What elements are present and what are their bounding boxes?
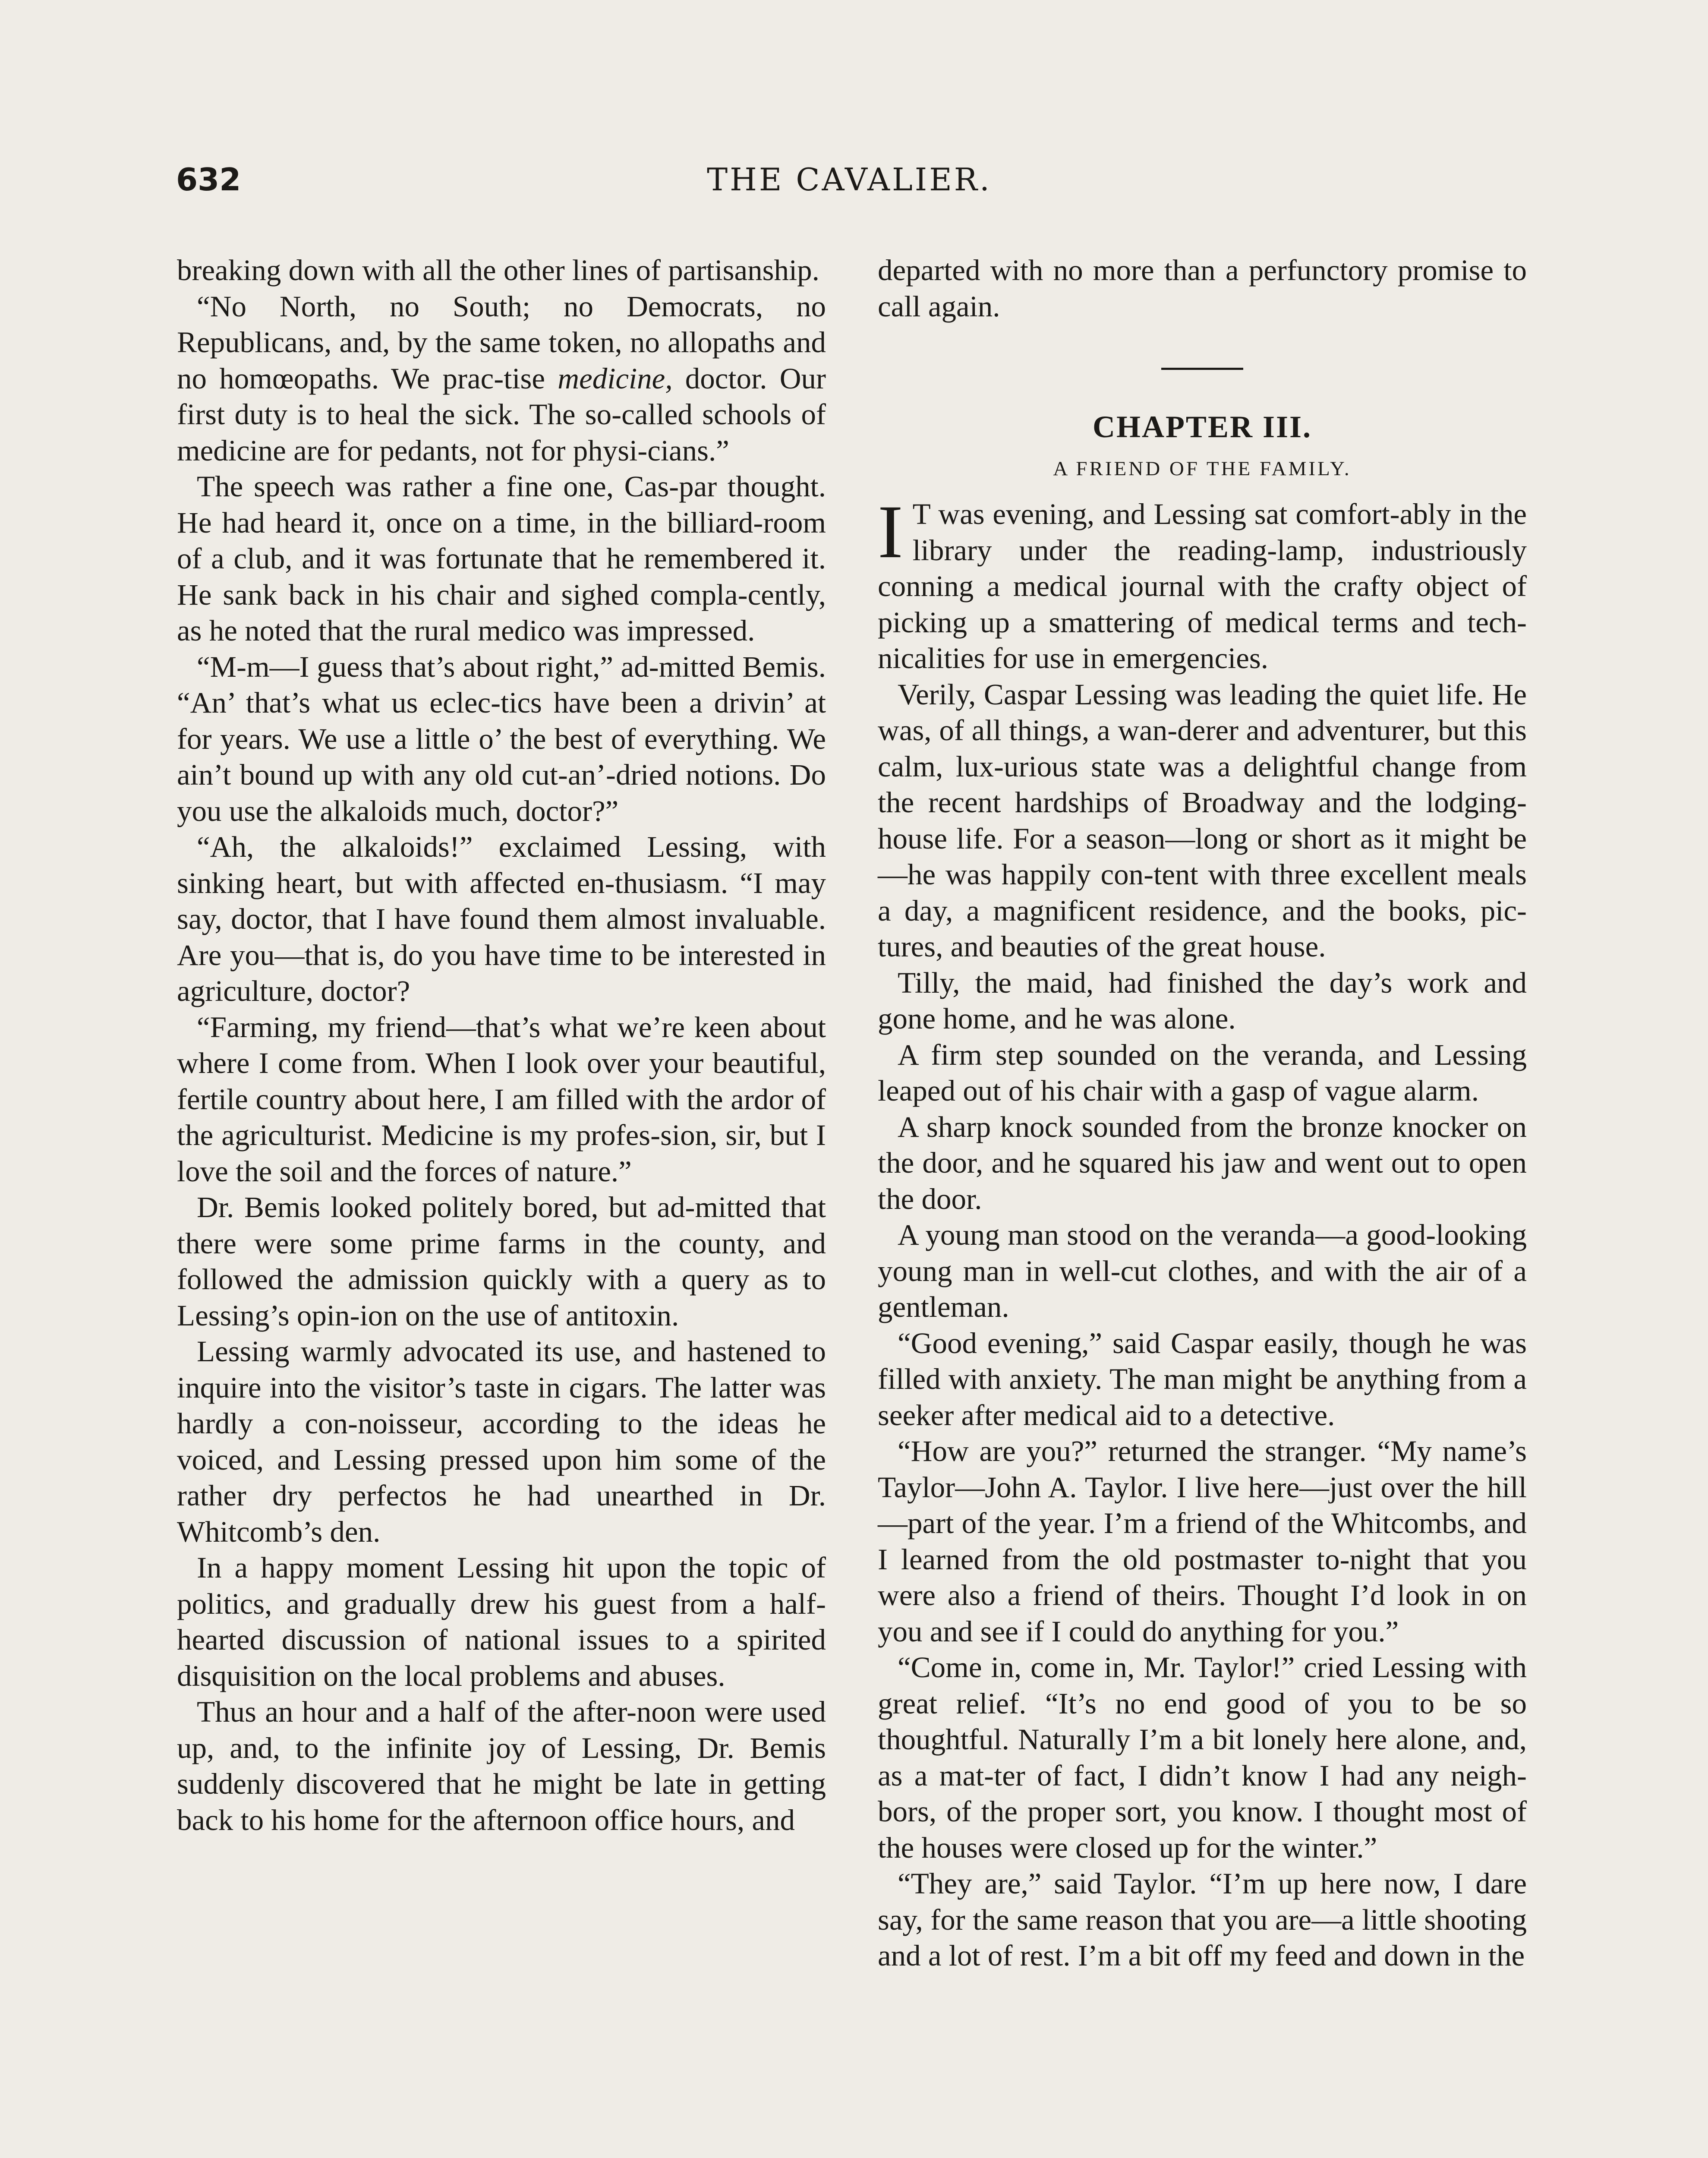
- right-column: [878, 252, 1527, 1974]
- paragraph-text: “No North, no South; no Democrats, no Republicans, and, by the same token, no allopaths and no homœopaths. We prac-tise: [177, 290, 826, 395]
- running-head: THE CAVALIER.: [707, 161, 992, 198]
- paragraph: Lessing warmly advocated its use, and hastened to inquire into the visitor’s taste in cigars. The latter was hardly a con-noisseur, according to the ideas he voiced, and Lessing pressed upon him some of the rather dry perfectos he had unearthed in Dr. Whitcomb’s den.: [177, 1335, 826, 1548]
- page-header: [176, 161, 1522, 216]
- italic-word: medicine,: [558, 362, 673, 395]
- paragraph: A sharp knock sounded from the bronze knocker on the door, and he squared his jaw and went out to open the door.: [878, 1110, 1527, 1215]
- paragraph: In a happy moment Lessing hit upon the topic of politics, and gradually drew his guest from a half-hearted discussion of national issues to a spirited disquisition on the local problems and abuses.: [177, 1551, 826, 1692]
- paragraph: “They are,” said Taylor. “I’m up here now, I dare say, for the same reason that you are—a little shooting and a lot of rest. I’m a bit off my feed and down in the: [878, 1867, 1527, 1972]
- paragraph: A firm step sounded on the veranda, and Lessing leaped out of his chair with a gasp of vague alarm.: [878, 1038, 1527, 1107]
- chapter-title: CHAPTER III.: [1092, 410, 1312, 444]
- paragraph: A young man stood on the veranda—a good-looking young man in well-cut clothes, and with the air of a gentleman.: [878, 1218, 1527, 1323]
- paragraph: T was evening, and Lessing sat comfort-ably in the library under the reading-lamp, industriously conning a medical journal with the crafty object of picking up a smattering of medical terms and tech-nicalities for use in emergencies.: [878, 498, 1527, 675]
- paragraph: Dr. Bemis looked politely bored, but ad-mitted that there were some prime farms in the county, and followed the admission quickly with a query as to Lessing’s opin-ion on the use of antitoxin.: [177, 1191, 826, 1332]
- paragraph: “M-m—I guess that’s about right,” ad-mitted Bemis. “An’ that’s what us eclec-tics have been a drivin’ at for years. We use a little o’ the best of everything. We ain’t bound up with any old cut-an’-dried notions. Do you use the alkaloids much, doctor?”: [177, 650, 826, 827]
- paragraph: “How are you?” returned the stranger. “My name’s Taylor—John A. Taylor. I live here—just over the hill—part of the year. I’m a friend of the Whitcombs, and I learned from the old postmaster to-night that you were also a friend of theirs. Thought I’d look in on you and see if I could do anything for you.”: [878, 1435, 1527, 1648]
- chapter-opening: [878, 490, 1527, 677]
- paragraph: Thus an hour and a half of the after-noon were used up, and, to the infinite joy of Lessing, Dr. Bemis suddenly discovered that he might be late in getting back to his home for the afternoon office hours, and: [177, 1695, 826, 1836]
- page-number: 632: [176, 161, 241, 198]
- drop-cap: I: [878, 490, 903, 574]
- paragraph: Tilly, the maid, had finished the day’s work and gone home, and he was alone.: [878, 966, 1527, 1035]
- paragraph: [177, 289, 826, 469]
- paragraph: “Farming, my friend—that’s what we’re keen about where I come from. When I look over your beautiful, fertile country about here, I am filled with the ardor of the agriculturist. Medicine is my profes-sion, sir, but I love the soil and the forces of nature.”: [177, 1010, 826, 1188]
- paragraph: breaking down with all the other lines of partisanship.: [177, 254, 819, 287]
- section-divider: [1161, 368, 1243, 370]
- left-column: [177, 252, 826, 1838]
- paragraph: “Ah, the alkaloids!” exclaimed Lessing, with sinking heart, but with affected en-thusiasm. “I may say, doctor, that I have found them almost invaluable. Are you—that is, do you have time to be interested in agriculture, doctor?: [177, 830, 826, 1007]
- paragraph: Verily, Caspar Lessing was leading the quiet life. He was, of all things, a wan-derer and adventurer, but this calm, lux-urious state was a delightful change from the recent hardships of Broadway and the lodging-house life. For a season—long or short as it might be—he was happily con-tent with three excellent meals a day, a magnificent residence, and the books, pic-tures, and beauties of the great house.: [878, 678, 1527, 963]
- chapter-subtitle: A FRIEND OF THE FAMILY.: [1053, 457, 1352, 480]
- paragraph: “Good evening,” said Caspar easily, though he was filled with anxiety. The man might be anything from a seeker after medical aid to a detective.: [878, 1326, 1527, 1432]
- paragraph: The speech was rather a fine one, Cas-par thought. He had heard it, once on a time, in the billiard-room of a club, and it was fortunate that he remembered it. He sank back in his chair and sighed compla-cently, as he noted that the rural medico was impressed.: [177, 470, 826, 647]
- paragraph: departed with no more than a perfunctory promise to call again.: [878, 254, 1527, 323]
- paragraph: “Come in, come in, Mr. Taylor!” cried Lessing with great relief. “It’s no end good of you to be so thoughtful. Naturally I’m a bit lonely here alone, and, as a mat-ter of fact, I didn’t know I had any neigh-bors, of the proper sort, you know. I thought most of the houses were closed up for the winter.”: [878, 1651, 1527, 1864]
- paragraph-text: doctor. Our first duty is to heal the sick. The so-called schools of medicine are for pedants, not for physi-cians.”: [177, 362, 826, 467]
